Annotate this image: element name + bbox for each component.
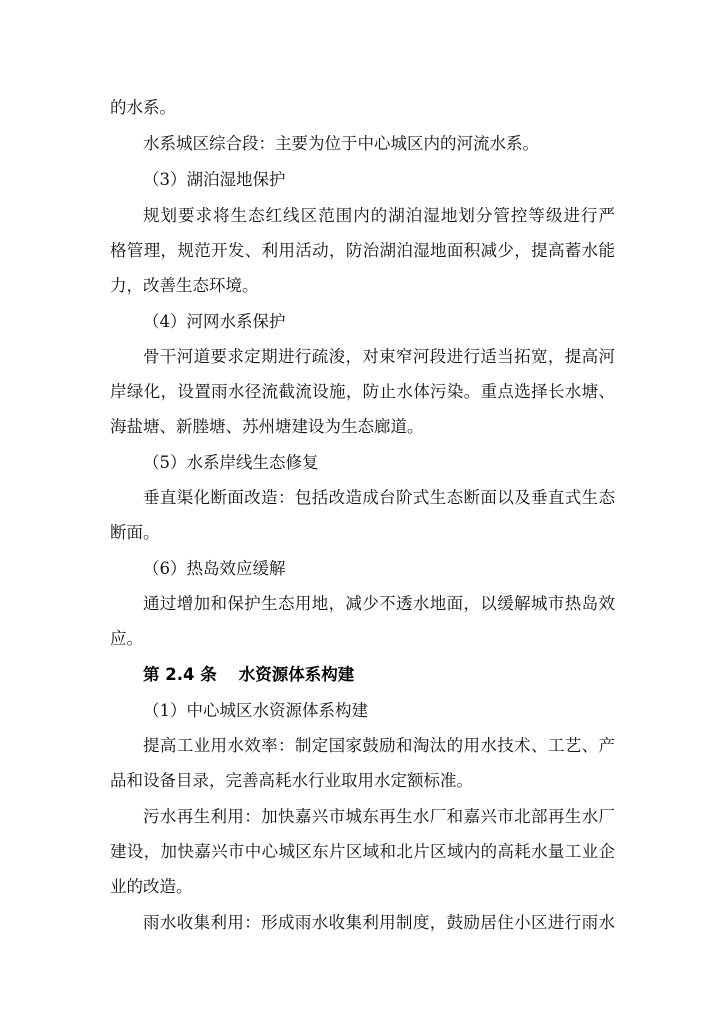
section-title: 水资源体系构建	[238, 665, 355, 684]
subsection-title: （3）湖泊湿地保护	[143, 170, 286, 189]
paragraph-line: 海盐塘、新塍塘、苏州塘建设为生态廊道。	[110, 417, 424, 436]
paragraph-line: 格管理，规范开发、利用活动，防治湖泊湿地面积减少，提高蓄水能	[110, 241, 615, 260]
paragraph-line: 通过增加和保护生态用地，减少不透水地面，以缓解城市热岛效	[143, 594, 615, 613]
section-heading	[143, 664, 354, 686]
paragraph-line: 骨干河道要求定期进行疏浚，对束窄河段进行适当拓宽，提高河	[143, 347, 615, 366]
paragraph-line: 污水再生利用：加快嘉兴市城东再生水厂和嘉兴市北部再生水厂	[143, 807, 615, 826]
paragraph-line: 应。	[110, 629, 143, 648]
paragraph-line: 品和设备目录，完善高耗水行业取用水定额标准。	[110, 771, 473, 790]
subsection-title: （6）热岛效应缓解	[143, 559, 286, 578]
paragraph-line: 岸绿化，设置雨水径流截流设施，防止水体污染。重点选择长水塘、	[110, 382, 615, 401]
subsection-title: （4）河网水系保护	[143, 312, 286, 331]
paragraph-line: 的水系。	[110, 98, 176, 117]
paragraph-line: 雨水收集利用：形成雨水收集利用制度，鼓励居住小区进行雨水	[143, 913, 615, 932]
section-number: 第 2.4 条	[143, 665, 217, 684]
paragraph-line: 建设，加快嘉兴市中心城区东片区域和北片区域内的高耗水量工业企	[110, 842, 615, 861]
subsection-title: （1）中心城区水资源体系构建	[143, 701, 368, 720]
paragraph-line: 水系城区综合段：主要为位于中心城区内的河流水系。	[143, 134, 539, 153]
paragraph-line: 断面。	[110, 523, 160, 542]
paragraph-line: 提高工业用水效率：制定国家鼓励和淘汰的用水技术、工艺、产	[143, 736, 615, 755]
subsection-title: （5）水系岸线生态修复	[143, 453, 319, 472]
paragraph-line: 垂直渠化断面改造：包括改造成台阶式生态断面以及垂直式生态	[143, 488, 615, 507]
paragraph-line: 规划要求将生态红线区范围内的湖泊湿地划分管控等级进行严	[143, 206, 615, 225]
paragraph-line: 力，改善生态环境。	[110, 276, 259, 295]
paragraph-line: 业的改造。	[110, 877, 193, 896]
